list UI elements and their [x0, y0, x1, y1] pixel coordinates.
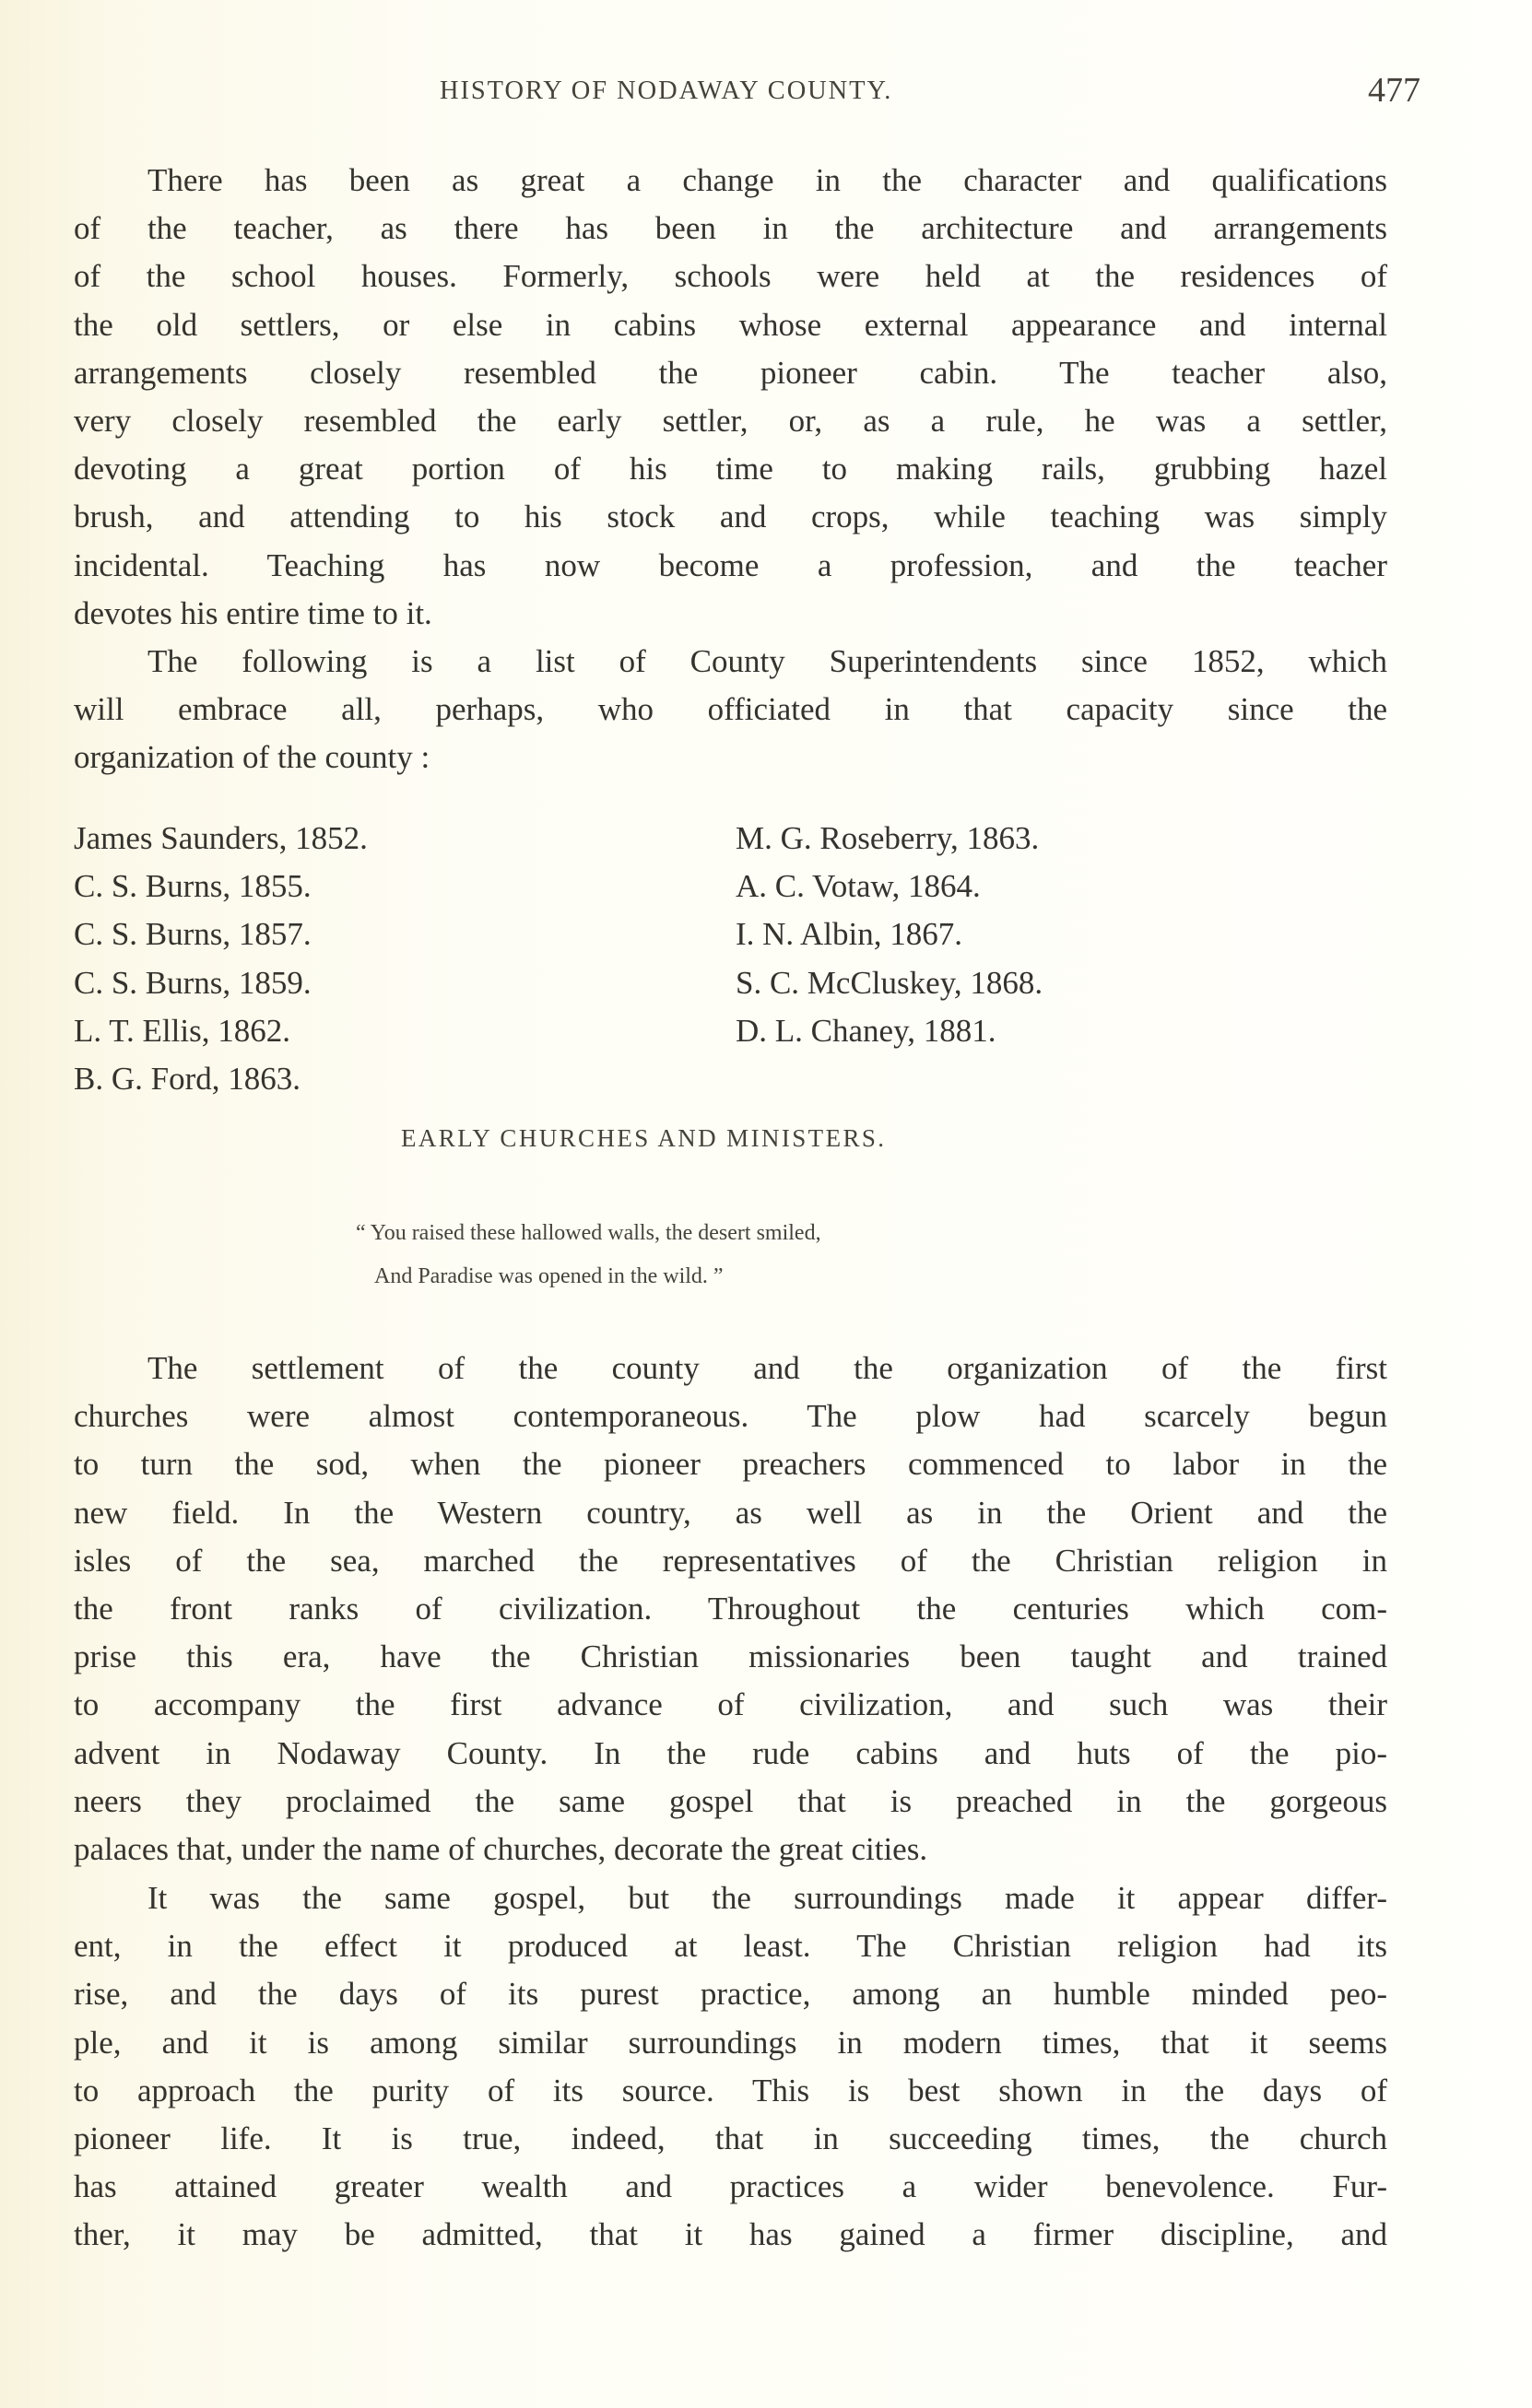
- list-item: I. N. Albin, 1867.: [736, 916, 962, 953]
- epigraph: [356, 1212, 821, 1298]
- text-line: will embrace all, perhaps, who officiated in that capacity since the: [74, 691, 1387, 728]
- text-line: to accompany the first advance of civilization, and such was their: [74, 1686, 1387, 1723]
- paragraph-gospel: [74, 1874, 1387, 2260]
- text-line: devotes his entire time to it.: [74, 594, 432, 631]
- text-line: neers they proclaimed the same gospel that is preached in the gorgeous: [74, 1782, 1387, 1819]
- text-line: brush, and attending to his stock and crops, while teaching was simply: [74, 499, 1387, 535]
- text-line: arrangements closely resembled the pioneer cabin. The teacher also,: [74, 354, 1387, 391]
- list-item: M. G. Roseberry, 1863.: [736, 820, 1040, 856]
- page-number: 477: [1368, 71, 1420, 110]
- epigraph-line: “ You raised these hallowed walls, the desert smiled,: [356, 1221, 821, 1245]
- section-heading: EARLY CHURCHES AND MINISTERS.: [401, 1124, 887, 1152]
- paragraph-teachers: [74, 157, 1387, 638]
- superintendents-column-right: [736, 815, 1043, 1055]
- text-line: rise, and the days of its purest practice, among an humble minded peo-: [74, 1976, 1387, 2013]
- text-line: palaces that, under the name of churches, decorate the great cities.: [74, 1830, 928, 1867]
- paragraph-settlement: [74, 1345, 1387, 1874]
- running-title: HISTORY OF NODAWAY COUNTY.: [440, 76, 893, 105]
- text-line: ther, it may be admitted, that it has gained a firmer discipline, and: [74, 2216, 1387, 2253]
- text-line: ple, and it is among similar surroundings in modern times, that it seems: [74, 2024, 1387, 2061]
- list-item: C. S. Burns, 1857.: [74, 916, 312, 953]
- text-line: The settlement of the county and the organization of the first: [147, 1350, 1387, 1386]
- list-item: S. C. McCluskey, 1868.: [736, 964, 1043, 1001]
- superintendents-column-left: [74, 815, 368, 1103]
- text-line: of the teacher, as there has been in the architecture and arrangements: [74, 210, 1387, 247]
- list-item: C. S. Burns, 1859.: [74, 964, 312, 1001]
- text-line: pioneer life. It is true, indeed, that in succeeding times, the church: [74, 2120, 1387, 2156]
- text-line: incidental. Teaching has now become a profession, and the teacher: [74, 546, 1387, 583]
- list-item: A. C. Votaw, 1864.: [736, 868, 981, 905]
- text-line: the front ranks of civilization. Throughout the centuries which com-: [74, 1590, 1387, 1627]
- text-line: There has been as great a change in the character and qualifications: [147, 162, 1387, 198]
- text-line: advent in Nodaway County. In the rude cabins and huts of the pio-: [74, 1734, 1387, 1771]
- list-item: D. L. Chaney, 1881.: [736, 1012, 996, 1049]
- text-line: prise this era, have the Christian missionaries been taught and trained: [74, 1639, 1387, 1675]
- text-line: the old settlers, or else in cabins whose external appearance and internal: [74, 306, 1387, 343]
- epigraph-line: And Paradise was opened in the wild. ”: [374, 1264, 724, 1288]
- paragraph-superintendents-intro: [74, 638, 1387, 782]
- text-line: of the school houses. Formerly, schools were held at the residences of: [74, 258, 1387, 295]
- text-line: churches were almost contemporaneous. The plow had scarcely begun: [74, 1398, 1387, 1435]
- text-line: to approach the purity of its source. This is best shown in the days of: [74, 2072, 1387, 2108]
- text-line: organization of the county :: [74, 739, 430, 776]
- text-line: has attained greater wealth and practices a wider benevolence. Fur-: [74, 2168, 1387, 2205]
- text-line: to turn the sod, when the pioneer preachers commenced to labor in the: [74, 1446, 1387, 1483]
- text-line: ent, in the effect it produced at least. The Christian religion had its: [74, 1928, 1387, 1965]
- list-item: C. S. Burns, 1855.: [74, 868, 312, 905]
- text-line: The following is a list of County Superintendents since 1852, which: [147, 643, 1387, 679]
- text-line: It was the same gospel, but the surroundings made it appear differ-: [147, 1880, 1387, 1916]
- text-line: very closely resembled the early settler, or, as a rule, he was a settler,: [74, 402, 1387, 439]
- text-line: new field. In the Western country, as well as in the Orient and the: [74, 1494, 1387, 1531]
- list-item: James Saunders, 1852.: [74, 820, 368, 856]
- text-line: isles of the sea, marched the representatives of the Christian religion in: [74, 1542, 1387, 1579]
- text-line: devoting a great portion of his time to making rails, grubbing hazel: [74, 451, 1387, 487]
- list-item: B. G. Ford, 1863.: [74, 1060, 301, 1097]
- list-item: L. T. Ellis, 1862.: [74, 1012, 290, 1049]
